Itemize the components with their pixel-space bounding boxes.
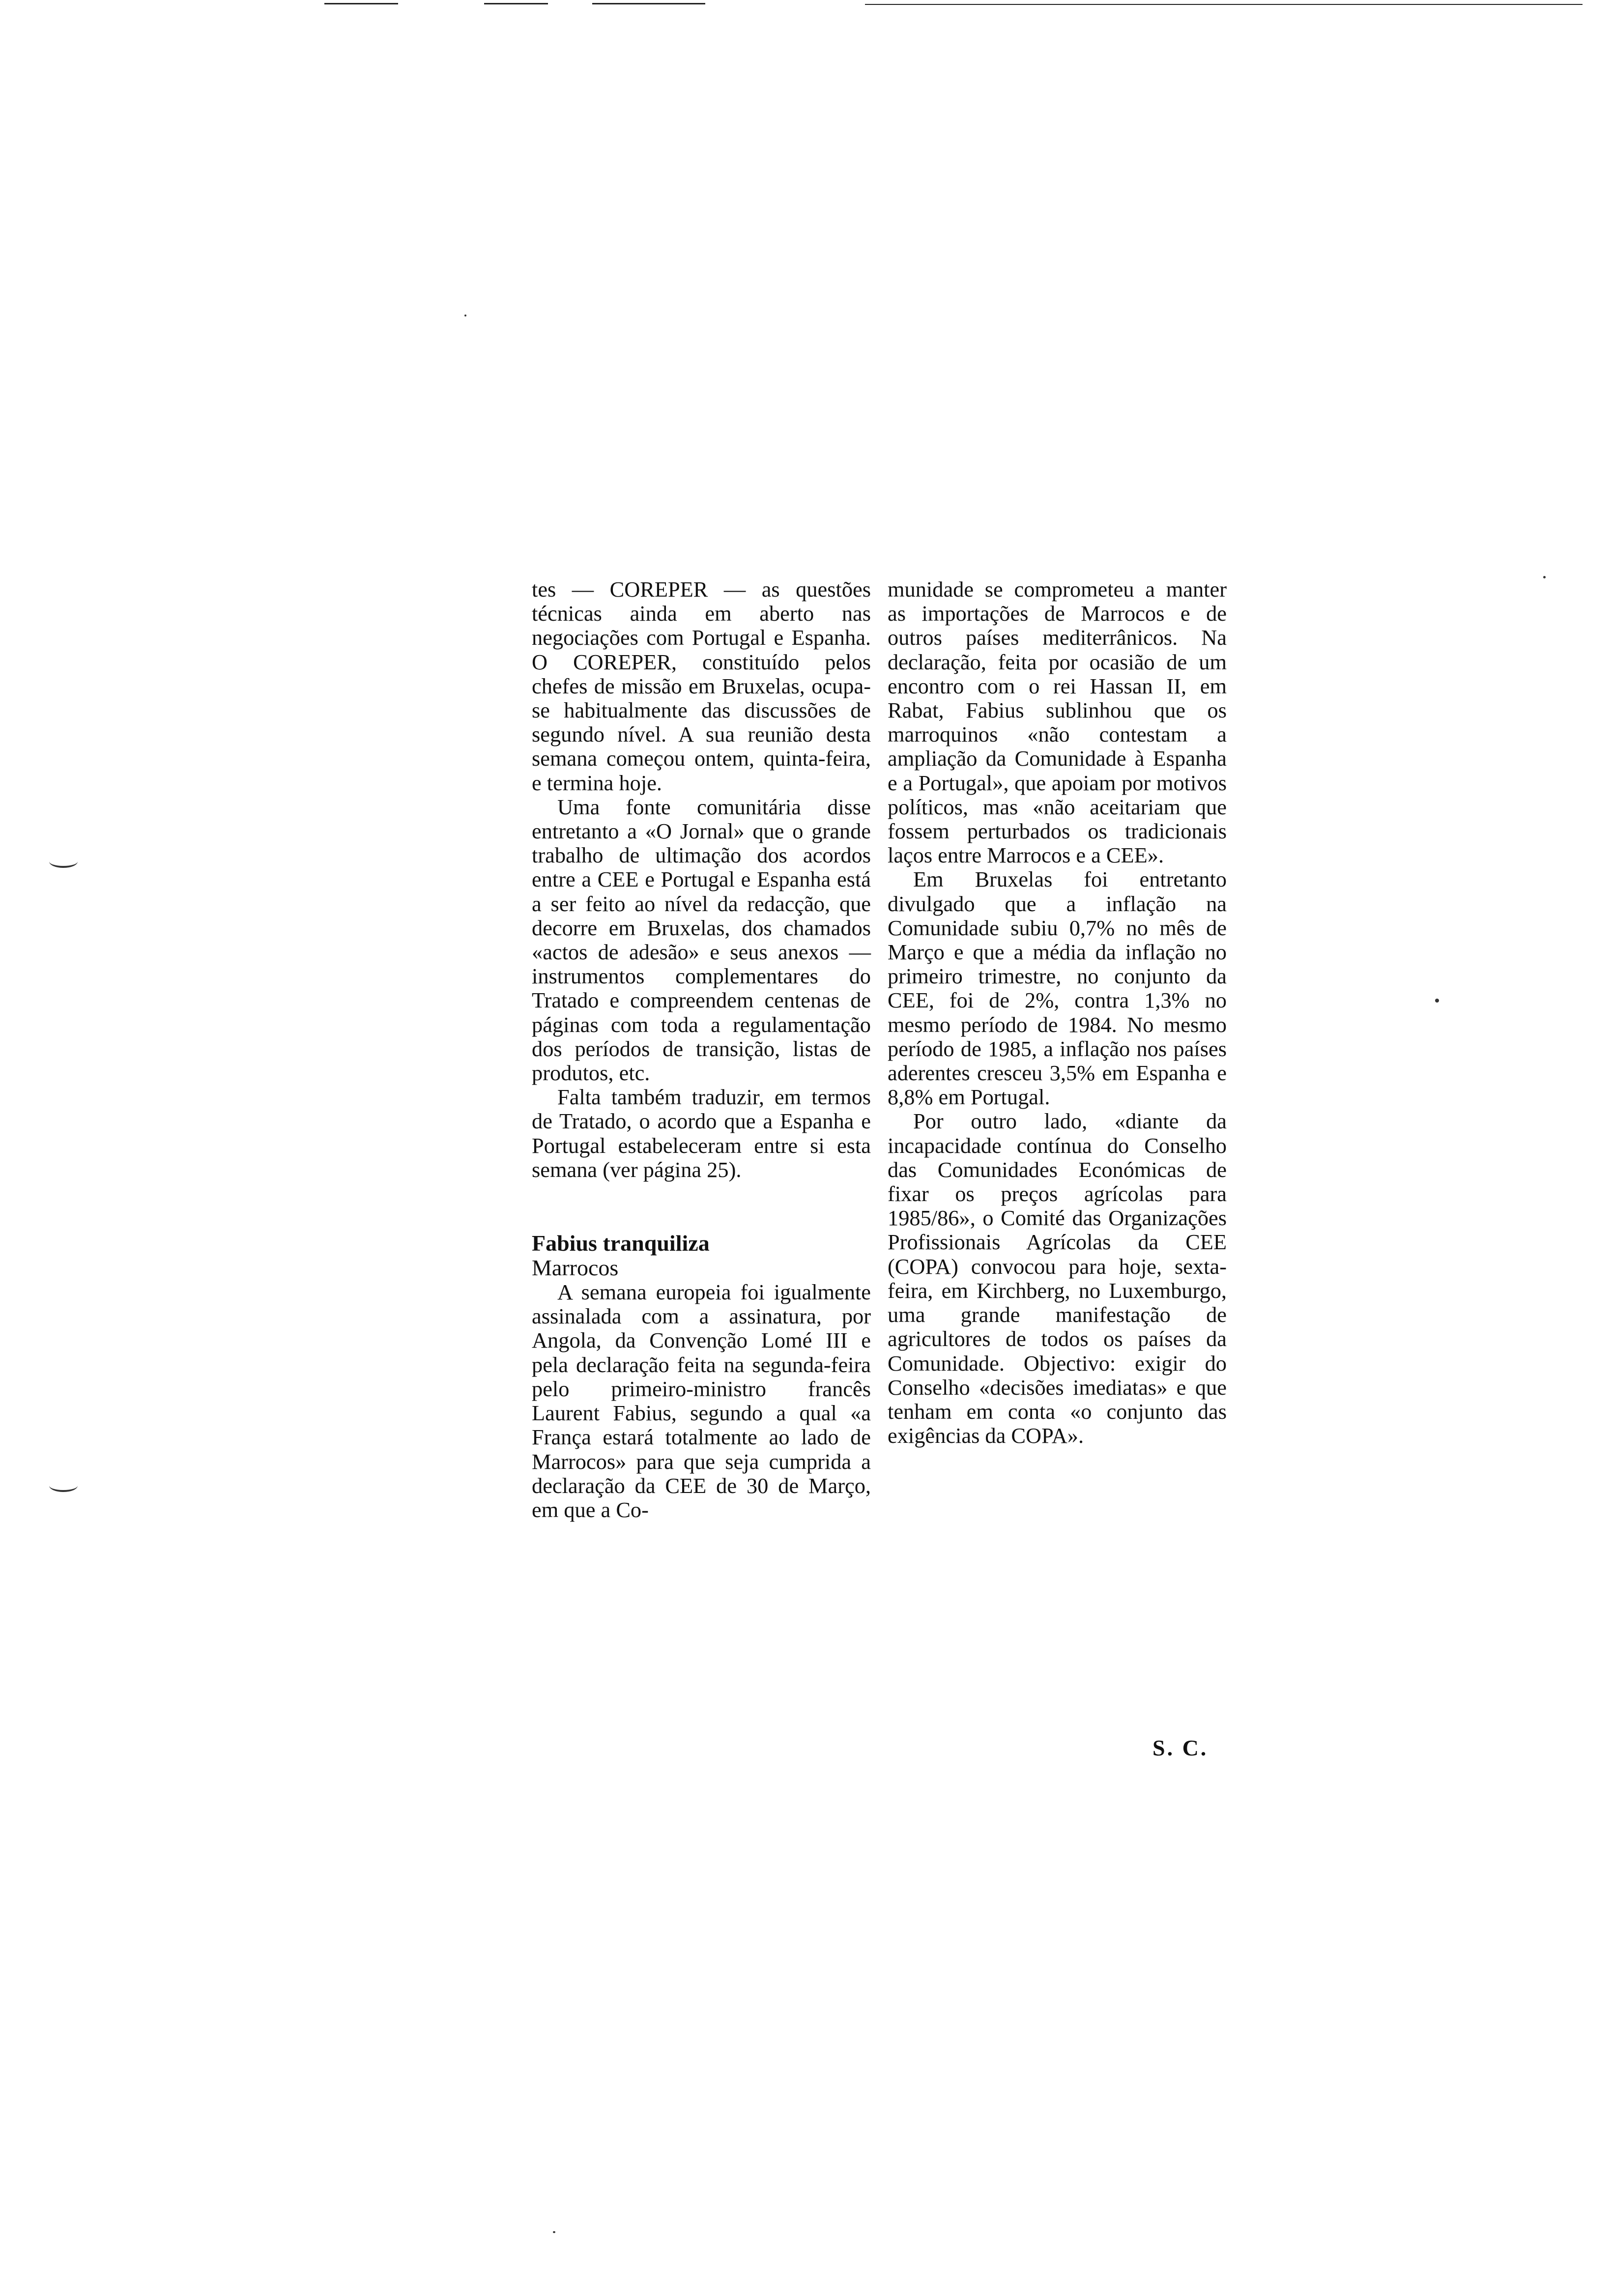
- scan-artifact-line: [484, 3, 548, 4]
- article-column-left: [532, 577, 871, 1522]
- scan-artifact-line: [324, 3, 398, 4]
- paragraph: Em Bruxelas foi entretanto divulgado que a inflação na Comunidade subiu 0,7% no mês de Março e que a média da inflação no primeiro trimestre, no conjunto da CEE, foi de 2%, contra 1,3% no mesmo período de 1984. No mesmo período de 1985, a inflação nos países aderentes cresceu 3,5% em Espanha e 8,8% em Portugal.: [888, 867, 1227, 1110]
- section-gap: [532, 1182, 871, 1231]
- section-headline: Fabius tranquiliza: [532, 1231, 710, 1256]
- article-column-right: [888, 577, 1227, 1448]
- margin-mark: [49, 1479, 78, 1492]
- paragraph: A semana europeia foi igualmente assinalada com a assinatura, por Angola, da Convenção Lomé III e pela declaração feita na segunda-feira pelo primeiro-ministro francês Laurent Fabius, segundo a qual «a França estará totalmente ao lado de Marrocos» para que seja cumprida a declaração da CEE de 30 de Março, em que a Co-: [532, 1280, 871, 1522]
- paragraph: munidade se comprometeu a manter as importações de Marrocos e de outros países mediterrânicos. Na declaração, feita por ocasião de um encontro com o rei Hassan II, em Rabat, Fabius sublinhou que os marroquinos «não contestam a ampliação da Comunidade à Espanha e a Portugal», que apoiam por motivos políticos, mas «não aceitariam que fossem perturbados os tradicionais laços entre Marrocos e a CEE».: [888, 577, 1227, 868]
- scan-artifact-line: [865, 4, 1583, 5]
- scan-speck: [1543, 576, 1546, 578]
- paragraph: tes — COREPER — as questões técnicas ainda em aberto nas negociações com Portugal e Espanha. O COREPER, constituído pelos chefes de missão em Bruxelas, ocupa-se habitualmente das discussões de segundo nível. A sua reunião desta semana começou ontem, quinta-feira, e termina hoje.: [532, 577, 871, 795]
- scan-speck: [553, 2231, 555, 2233]
- scan-speck: [464, 315, 466, 316]
- section-subheadline: Marrocos: [532, 1255, 619, 1281]
- margin-mark: [49, 855, 78, 868]
- paragraph: Por outro lado, «diante da incapacidade contínua do Conselho das Comunidades Económicas de fixar os preços agrícolas para 1985/86», o Comité das Organizações Profissionais Agrícolas da CEE (COPA) convocou para hoje, sexta-feira, em Kirchberg, no Luxemburgo, uma grande manifestação de agricultores de todos os países da Comunidade. Objectivo: exigir do Conselho «decisões imediatas» e que tenham em conta «o conjunto das exigências da COPA».: [888, 1109, 1227, 1448]
- paragraph: Falta também traduzir, em termos de Tratado, o acordo que a Espanha e Portugal estabeleceram entre si esta semana (ver página 25).: [532, 1085, 871, 1182]
- author-signature: S. C.: [1152, 1735, 1209, 1760]
- paragraph: Uma fonte comunitária disse entretanto a «O Jornal» que o grande trabalho de ultimação dos acordos entre a CEE e Portugal e Espanha está a ser feito ao nível da redacção, que decorre em Bruxelas, dos chamados «actos de adesão» e seus anexos — instrumentos complementares do Tratado e compreendem centenas de páginas com toda a regulamentação dos períodos de transição, listas de produtos, etc.: [532, 794, 871, 1086]
- scan-speck: [1435, 999, 1439, 1003]
- scan-artifact-line: [592, 3, 705, 4]
